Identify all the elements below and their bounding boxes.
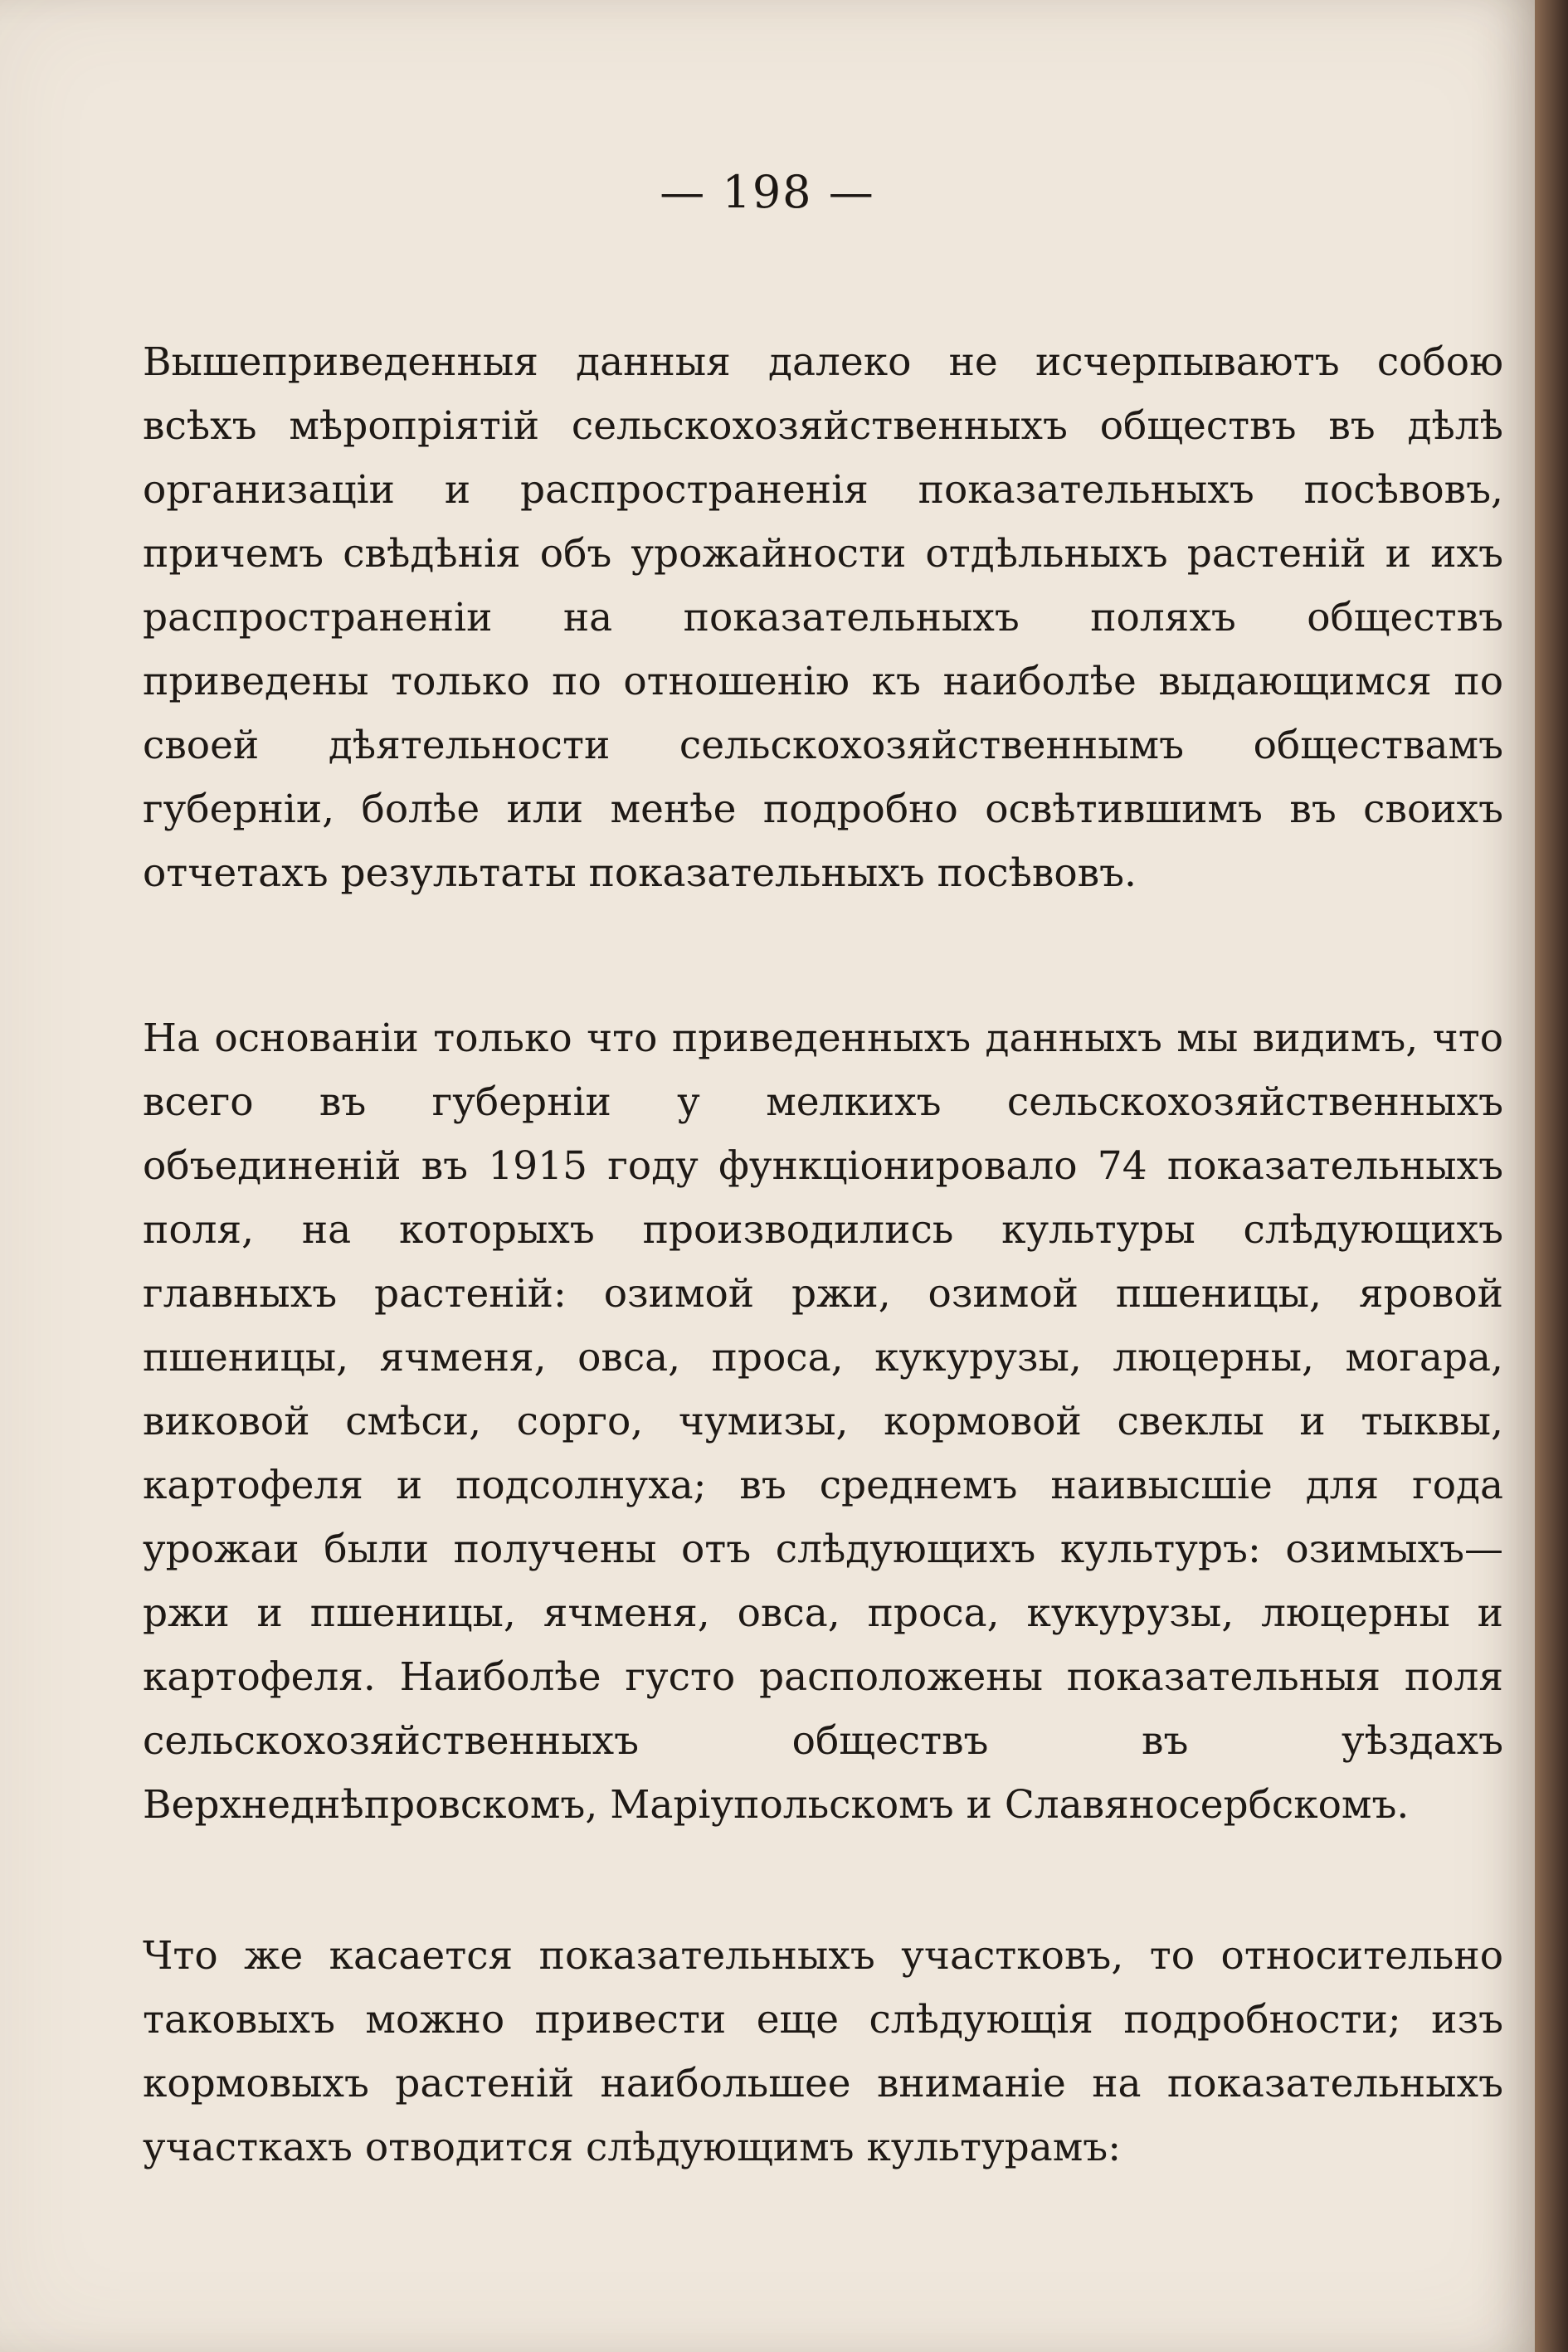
book-spine-edge: [1535, 0, 1568, 2352]
paragraph-1: Вышеприведенныя данныя далеко не исчерпываютъ собою всѣхъ мѣропріятій сельскохозяйственныхъ обществъ въ дѣлѣ организаціи и распространенія показательныхъ посѣвовъ, причемъ свѣдѣнія объ урожайности отдѣльныхъ растеній и ихъ распространеніи на показательныхъ поляхъ обществъ приведены только по отношенію къ наиболѣе выдающимся по своей дѣятельности сельскохозяйственнымъ обществамъ губерніи, болѣе или менѣе подробно освѣтившимъ въ своихъ отчетахъ результаты показательныхъ посѣвовъ.: [143, 339, 1503, 896]
page-number: — 198 —: [660, 166, 875, 218]
paragraph-3: Что же касается показательныхъ участковъ, то относительно таковыхъ можно привести еще слѣдующія подробности; изъ кормовыхъ растеній наибольшее вниманіе на показательныхъ участкахъ отводится слѣдующимъ культурамъ:: [143, 1933, 1503, 2170]
paragraph-2: На основаніи только что приведенныхъ данныхъ мы видимъ, что всего въ губерніи у мелкихъ сельскохозяйственныхъ объединеній въ 1915 году функціонировало 74 показательныхъ поля, на которыхъ производились культуры слѣдующихъ главныхъ растеній: озимой ржи, озимой пшеницы, яровой пшеницы, ячменя, овса, проса, кукурузы, люцерны, могара, виковой смѣси, сорго, чумизы, кормовой свеклы и тыквы, картофеля и подсолнуха; въ среднемъ наивысшіе для года урожаи были получены отъ слѣдующихъ культуръ: озимыхъ—ржи и пшеницы, ячменя, овса, проса, кукурузы, люцерны и картофеля. Наиболѣе густо расположены показательныя поля сельскохозяйственныхъ обществъ въ уѣздахъ Верхнеднѣпровскомъ, Маріупольскомъ и Славяносербскомъ.: [143, 1015, 1503, 1828]
